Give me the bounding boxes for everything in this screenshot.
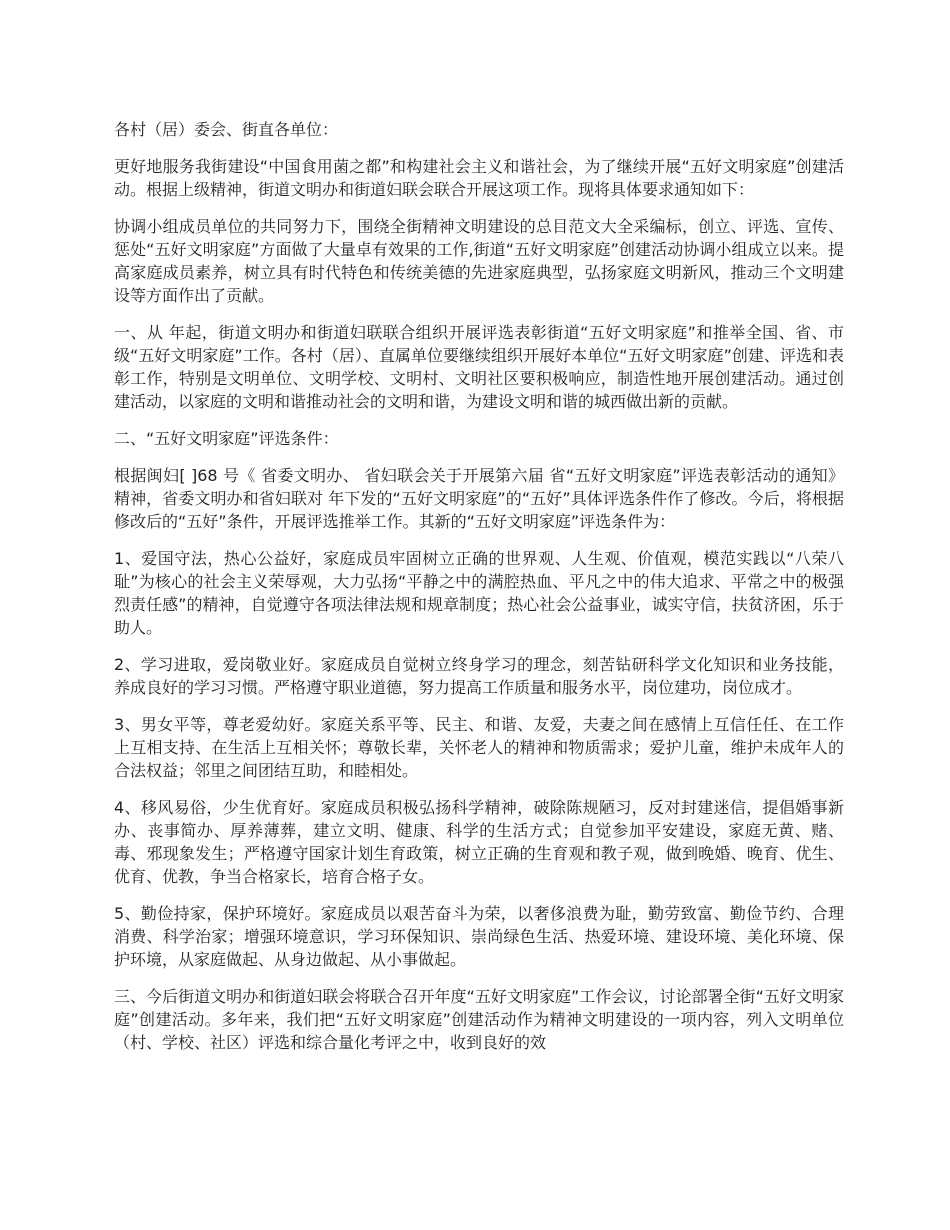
criteria-intro-paragraph: 根据闽妇[ ]68 号《 省委文明办、 省妇联会关于开展第六届 省“五好文明家庭”评选表彰活动的通知》精神，省委文明办和省妇联对 年下发的“五好文明家庭”的“五好”具体评选条件作了修改。今后，将根据修改后的“五好”条件，开展评选推举工作。其新的“五好文明家庭”评选条件为： <box>114 466 844 531</box>
criterion-4: 4、移风易俗，少生优育好。家庭成员积极弘扬科学精神，破除陈规陋习，反对封建迷信，提倡婚事新办、丧事简办、厚养薄葬，建立文明、健康、科学的生活方式；自觉参加平安建设，家庭无黄、赌、毒、邪现象发生；严格遵守国家计划生育政策，树立正确的生育观和教子观，做到晚婚、晚育、优生、优育、优教，争当合格家长，培育合格子女。 <box>114 798 844 886</box>
criterion-2: 2、学习进取，爱岗敬业好。家庭成员自觉树立终身学习的理念，刻苦钻研科学文化知识和业务技能，养成良好的学习习惯。严格遵守职业道德，努力提高工作质量和服务水平，岗位建功，岗位成才。 <box>114 655 844 697</box>
section-three-paragraph: 三、今后街道文明办和街道妇联会将联合召开年度“五好文明家庭”工作会议，讨论部署全街“五好文明家庭”创建活动。多年来，我们把“五好文明家庭”创建活动作为精神文明建设的一项内容，列入文明单位（村、学校、社区）评选和综合量化考评之中，收到良好的效 <box>114 987 844 1052</box>
section-one-paragraph: 一、从 年起，街道文明办和街道妇联联合组织开展评选表彰街道“五好文明家庭”和推举全国、省、市级“五好文明家庭”工作。各村（居）、直属单位要继续组织开展好本单位“五好文明家庭”创建、评选和表彰工作，特别是文明单位、文明学校、文明村、文明社区要积极响应，制造性地开展创建活动。通过创建活动，以家庭的文明和谐推动社会的文明和谐，为建设文明和谐的城西做出新的贡献。 <box>114 323 844 411</box>
salutation: 各村（居）委会、街直各单位： <box>114 120 339 139</box>
background-paragraph: 协调小组成员单位的共同努力下，围绕全街精神文明建设的总目范文大全采编标，创立、评选、宣传、惩处“五好文明家庭”方面做了大量卓有效果的工作,街道“五好文明家庭”创建活动协调小组成立以来。提高家庭成员素养，树立具有时代特色和传统美德的先进家庭典型，弘扬家庭文明新风，推动三个文明建设等方面作出了贡献。 <box>114 217 844 305</box>
criterion-1: 1、爱国守法，热心公益好，家庭成员牢固树立正确的世界观、人生观、价值观，模范实践以“八荣八耻”为核心的社会主义荣辱观，大力弘扬“平静之中的满腔热血、平凡之中的伟大追求、平常之中的极强烈责任感”的精神，自觉遵守各项法律法规和规章制度；热心社会公益事业，诚实守信，扶贫济困，乐于助人。 <box>114 549 844 637</box>
intro-paragraph: 更好地服务我街建设“中国食用菌之都”和构建社会主义和谐社会，为了继续开展“五好文明家庭”创建活动。根据上级精神，街道文明办和街道妇联会联合开展这项工作。现将具体要求通知如下： <box>114 157 844 199</box>
section-two-heading: 二、“五好文明家庭”评选条件： <box>114 429 339 448</box>
document-body <box>114 118 844 1068</box>
criterion-5: 5、勤俭持家，保护环境好。家庭成员以艰苦奋斗为荣，以奢侈浪费为耻，勤劳致富、勤俭节约、合理消费、科学治家；增强环境意识，学习环保知识、崇尚绿色生活、热爱环境、建设环境、美化环境、保护环境，从家庭做起、从身边做起、从小事做起。 <box>114 904 844 969</box>
criterion-3: 3、男女平等，尊老爱幼好。家庭关系平等、民主、和谐、友爱，夫妻之间在感情上互信任任、在工作上互相支持、在生活上互相关怀；尊敬长辈，关怀老人的精神和物质需求；爱护儿童，维护未成年人的合法权益；邻里之间团结互助，和睦相处。 <box>114 715 844 780</box>
